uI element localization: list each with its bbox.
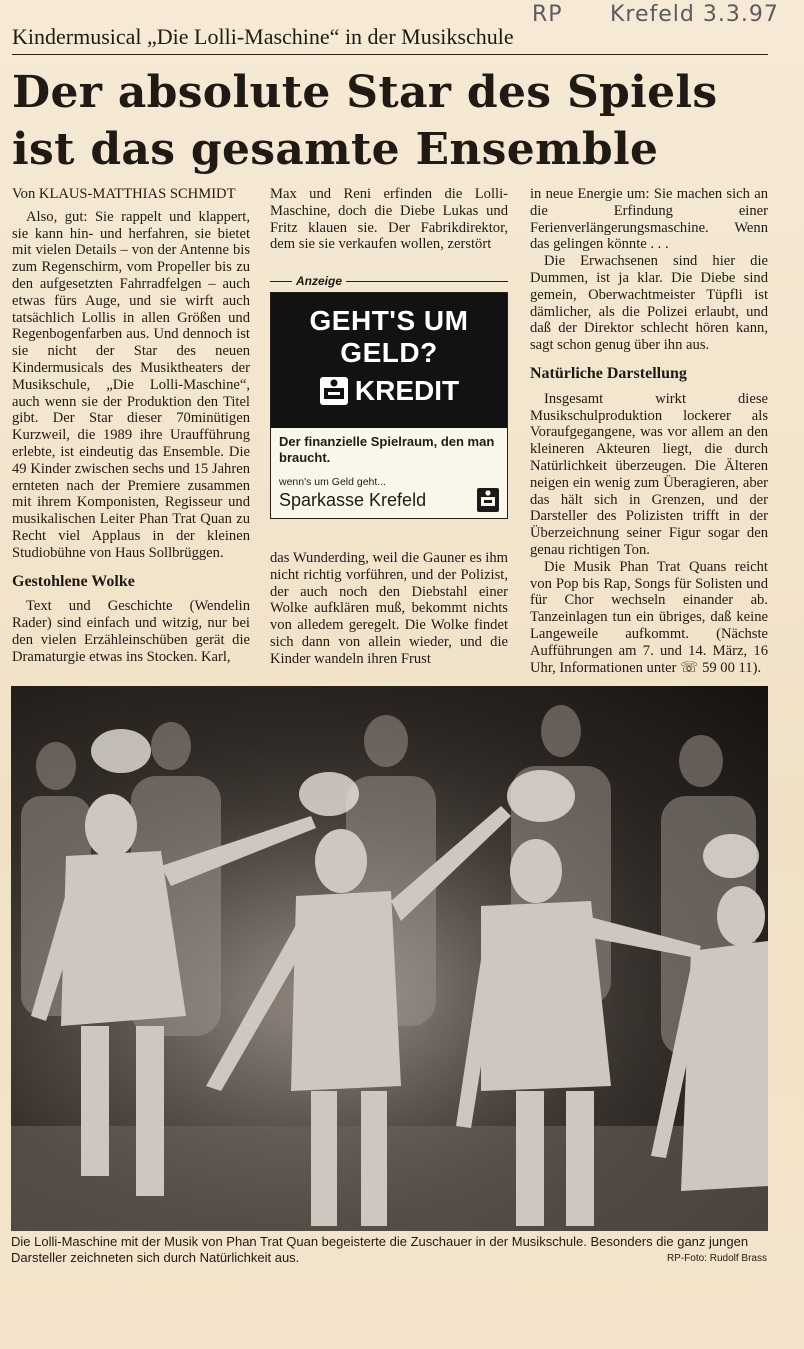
stage-photo — [11, 686, 768, 1231]
paragraph: Also, gut: Sie rappelt und klappert, sie kann hin- und herfahren, sie bietet mit vielen Details – von der Antenne bis zum Regenschirm, vom Propeller bis zu den aufgesetzten Fahrradfelgen – auch etwas fürs Auge, und sie wirft auch tatsächlich Lollis in allen Größen und Regenbogenfarben aus. Und dennoch ist sie nicht der Star des neuen Kindermusicals des Musiktheaters der Musikschule, „Die Lolli-Maschine“, auch wenn sie der Produktion den Titel gibt. Der Star dieser 70minütigen Kurzweil, die 1989 ihre Uraufführung erlebte, ist eindeutig das Ensemble. Die 49 Kinder zwischen sechs und 15 Jahren ernteten nach der Premiere zusammen mit ihrem Komponisten, Regisseur und musikalischen Leiter Phan Trat Quan zu Recht viel Applaus in der kleinen Studiobühne von Haus Sollbrüggen. — [12, 208, 250, 561]
headline-line-2: ist das gesamte Ensemble — [12, 124, 659, 175]
subheading-natuerliche-darstellung: Natürliche Darstellung — [530, 364, 687, 382]
paragraph: Max und Reni erfinden die Lolli-Maschine, doch die Diebe Lukas und Fritz klauen sie. Der Fabrikdirektor, dem sie sie verkaufen wollen, zerstört — [270, 186, 508, 253]
ad-headline-1: GEHT'S UM — [309, 305, 469, 336]
paragraph: Die Erwachsenen sind hier die Dummen, ist ja klar. Die Diebe sind gemein, Oberwachtmeister Tüpfli ist dämlicher, als die Polizei erlaubt, und daß der Direktor schlecht hören kann, sagt schon genug über ihn aus. — [530, 253, 768, 354]
ad-label — [270, 274, 508, 288]
ad-headline-2: GELD? — [340, 337, 438, 368]
paragraph: in neue Energie um: Sie machen sich an die Erfindung einer Ferienverlängerungsmaschine. Wenn das gelingen könnte . . . — [530, 186, 768, 253]
ad-bank-name: Sparkasse Krefeld — [279, 489, 427, 510]
article-column-2-top — [270, 186, 508, 253]
headline-line-1: Der absolute Star des Spiels — [12, 67, 718, 118]
ad-black-panel — [271, 293, 507, 428]
sparkasse-advertisement — [270, 274, 508, 528]
ad-claim: Der finanzielle Spielraum, den man braucht. — [279, 434, 495, 465]
article-kicker: Kindermusical „Die Lolli-Maschine“ in der Musikschule — [12, 24, 768, 55]
handwritten-note-date: Krefeld 3.3.97 — [610, 2, 779, 27]
article-column-1 — [12, 186, 250, 666]
ad-small-text: wenn's um Geld geht... — [279, 476, 387, 488]
ad-kredit-text: KREDIT — [354, 375, 460, 406]
ad-label-text: Anzeige — [296, 274, 343, 288]
ad-white-panel — [271, 428, 507, 518]
sparkasse-logo-icon — [477, 488, 499, 512]
article-column-3 — [530, 186, 768, 676]
article-headline — [12, 64, 772, 178]
paragraph: Die Musik Phan Trat Quans reicht von Pop bis Rap, Songs für Solisten und für Chor wechseln einander ab. Tanzeinlagen tun ein übriges, daß keine Langeweile aufkommt. (Nächste Aufführungen am 7. und 14. März, 16 Uhr, Informationen unter ☏ 59 00 11). — [530, 558, 768, 676]
photo-caption: Die Lolli-Maschine mit der Musik von Phan Trat Quan begeisterte die Zuschauer in der Musikschule. Besonders die ganz jungen Darsteller zeichneten sich durch Natürlichkeit aus. — [11, 1234, 749, 1265]
paragraph: das Wunderding, weil die Gauner es ihm nicht richtig vorführen, und der Polizist, der auch noch den Diebstahl einer Wolke aufklären muß, bekommt nichts von alledem geregelt. Die Wolke findet sich dann von allein wieder, und die Kinder wandeln ihren Frust — [270, 550, 508, 667]
sparkasse-logo-icon — [319, 376, 349, 406]
paragraph: Insgesamt wirkt diese Musikschulproduktion lockerer als Voraufgegangene, was vor allem an den kleineren Akteuren liegt, die durch Natürlichkeit überzeugen. Die Älteren neigen ein wenig zum Überagieren, aber das hält sich in Grenzen, und der Darsteller des Polizisten trifft in der Überzeichnung seiner Figur sogar den genau richtigen Ton. — [530, 390, 768, 558]
ad-kredit — [319, 375, 459, 407]
ad-bank — [279, 488, 499, 512]
byline: Von KLAUS-MATTHIAS SCHMIDT — [12, 186, 236, 202]
ad-box — [270, 292, 508, 519]
paragraph: Text und Geschichte (Wendelin Rader) sind einfach und witzig, nur bei den vielen Erzähleinschüben gerät die Dramaturgie etwas ins Stocken. Karl, — [12, 598, 250, 665]
children-dancing-illustration — [11, 686, 768, 1231]
photo-credit: RP-Foto: Rudolf Brass — [666, 1253, 767, 1264]
subheading-gestohlene-wolke: Gestohlene Wolke — [12, 572, 135, 590]
handwritten-note-rp: RP — [532, 2, 563, 27]
article-column-2-bottom — [270, 550, 508, 668]
